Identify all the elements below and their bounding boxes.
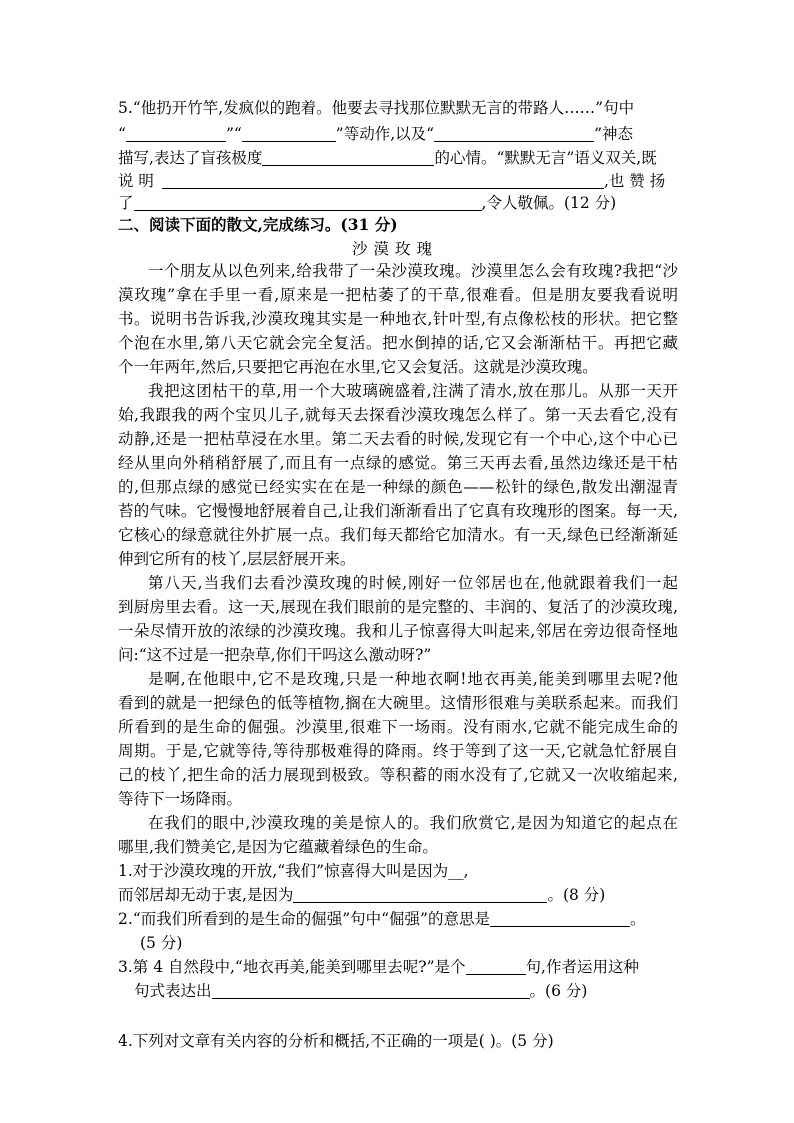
answer-blank[interactable]: [134, 194, 482, 211]
essay-line: 到厨房里去看。这一天,展现在我们眼前的是完整的、丰润的、复活了的沙漠玫瑰,: [118, 598, 678, 616]
answer-blank[interactable]: [126, 125, 226, 142]
answer-blank[interactable]: [162, 172, 604, 189]
q5-line-5-text-b: ,令人敬佩。(12 分): [481, 194, 617, 212]
question-1-line-1: 1.对于沙漠玫瑰的开放,“我们”惊喜得大叫是因为__,: [118, 862, 469, 880]
essay-line: 漠玫瑰”拿在手里一看,原来是一把枯萎了的干草,很难看。但是朋友要我看说明: [118, 286, 678, 304]
section-heading: 二、阅读下面的散文,完成练习。(31 分): [118, 215, 398, 234]
q5-line-1: 5.“他扔开竹竿,发疯似的跑着。他要去寻找那位默默无言的带路人……”句中: [118, 99, 635, 117]
q2-text-b: 。: [630, 910, 646, 928]
essay-line: 等待下一场降雨。: [118, 790, 243, 808]
question-3-line-1: [118, 956, 639, 978]
q5-line-2-text-b: ”“: [225, 125, 242, 143]
answer-blank[interactable]: [262, 149, 434, 166]
q5-line-3-text-a: 描写,表达了盲孩极度: [118, 149, 263, 167]
essay-line: 它核心的绿意就往外扩展一点。我们每天都给它加清水。有一天,绿色已经渐渐延: [118, 526, 678, 544]
q3-text-d: 。(6 分): [529, 982, 588, 1000]
answer-blank[interactable]: [212, 982, 530, 999]
q3-text-b: 句,作者运用这种: [525, 958, 639, 976]
q3-text-c: 句式表达出: [134, 982, 212, 1000]
essay-line: 周期。于是,它就等待,等待那极难得的降雨。终于等到了这一天,它就急忙舒展自: [118, 742, 678, 760]
essay-line: 一朵尽情开放的浓绿的沙漠玫瑰。我和儿子惊喜得大叫起来,邻居在旁边很奇怪地: [118, 622, 678, 640]
question-2-line-1: [118, 908, 646, 930]
essay-line: 苔的气味。它慢慢地舒展着自己,让我们渐渐看出了它真有玫瑰形的图案。每一天,: [118, 502, 678, 520]
essay-line: 始,我跟我的两个宝贝儿子,就每天去探看沙漠玫瑰怎么样了。第一天去看它,没有: [118, 406, 678, 424]
essay-line: 的,但那点绿的感觉已经实实在在是一种绿的颜色——松针的绿色,散发出潮湿青: [118, 478, 678, 496]
q5-line-3: [118, 147, 657, 169]
question-1-line-2: [118, 884, 605, 906]
essay-line: 伸到它所有的枝丫,层层舒展开来。: [118, 550, 356, 568]
q5-line-2-text-c: ”等动作,以及“: [335, 125, 435, 143]
essay-line: 所看到的是生命的倔强。沙漠里,很难下一场雨。没有雨水,它就不能完成生命的: [118, 718, 678, 736]
essay-line: 动静,还是一把枯草浸在水里。第二天去看的时候,发现它有一个中心,这个中心已: [118, 430, 678, 448]
q1-text-b: 。(8 分): [547, 886, 606, 904]
q5-line-4-text-a: 说 明: [118, 172, 154, 190]
essay-line: 在我们的眼中,沙漠玫瑰的美是惊人的。我们欣赏它,是因为知道它的起点在: [148, 814, 678, 832]
essay-line: 问:“这不过是一把杂草,你们干吗这么激动呀?”: [118, 646, 432, 664]
q1-text-a: 而邻居却无动于衷,是因为: [118, 886, 294, 904]
answer-blank[interactable]: [242, 125, 336, 142]
essay-line: 我把这团枯干的草,用一个大玻璃碗盛着,注满了清水,放在那儿。从那一天开: [148, 382, 678, 400]
q5-line-5: [118, 192, 616, 214]
question-4-line-1: 4.下列对文章有关内容的分析和概括,不正确的一项是( )。(5 分): [118, 1032, 554, 1050]
q5-line-2-text-a: “: [118, 125, 126, 143]
question-2-line-2: (5 分): [140, 934, 183, 952]
essay-title: 沙漠玫瑰: [352, 240, 439, 258]
q5-line-4-text-b: ,也 赞 扬: [603, 172, 666, 190]
essay-line: 第八天,当我们去看沙漠玫瑰的时候,刚好一位邻居也在,他就跟着我们一起: [148, 574, 678, 592]
essay-line: 一个朋友从以色列来,给我带了一朵沙漠玫瑰。沙漠里怎么会有玫瑰?我把“沙: [148, 262, 678, 280]
essay-line: 个一年两年,然后,只要把它再泡在水里,它又会复活。这就是沙漠玫瑰。: [118, 358, 598, 376]
answer-blank[interactable]: [293, 886, 547, 903]
essay-line: 是啊,在他眼中,它不是玫瑰,只是一种地衣啊!地衣再美,能美到哪里去呢?他: [148, 670, 678, 688]
essay-line: 看到的就是一把绿色的低等植物,搁在大碗里。这情形很难与美联系起来。而我们: [118, 694, 678, 712]
q5-line-2-text-d: ”神态: [594, 125, 634, 143]
essay-line: 个泡在水里,第八天它就会完全复活。把水倒掉的话,它又会渐渐枯干。再把它藏: [118, 334, 678, 352]
question-3-line-2: [134, 980, 587, 1002]
essay-line: 经从里向外稍稍舒展了,而且有一点绿的感觉。第三天再去看,虽然边缘还是干枯: [118, 454, 678, 472]
essay-line: 哪里,我们赞美它,是因为它蕴藏着绿色的生命。: [118, 838, 438, 856]
q2-text-a: 2.“而我们所看到的是生命的倔强”句中“倔强”的意思是: [118, 910, 490, 928]
q5-line-4: [118, 170, 665, 192]
q5-line-5-text-a: 了: [118, 194, 134, 212]
q5-line-3-text-b: 的心情。“默默无言”语义双关,既: [434, 149, 657, 167]
answer-blank[interactable]: [466, 958, 526, 975]
essay-line: 己的枝丫,把生命的活力展现到极致。等积蓄的雨水没有了,它就又一次收缩起来,: [118, 766, 678, 784]
q3-text-a: 3.第 4 自然段中,“地衣再美,能美到哪里去呢?”是个: [118, 958, 466, 976]
answer-blank[interactable]: [434, 125, 594, 142]
answer-blank[interactable]: [490, 910, 630, 927]
q5-line-2: [118, 123, 633, 145]
essay-line: 书。说明书告诉我,沙漠玫瑰其实是一种地衣,针叶型,有点像松枝的形状。把它整: [118, 310, 678, 328]
